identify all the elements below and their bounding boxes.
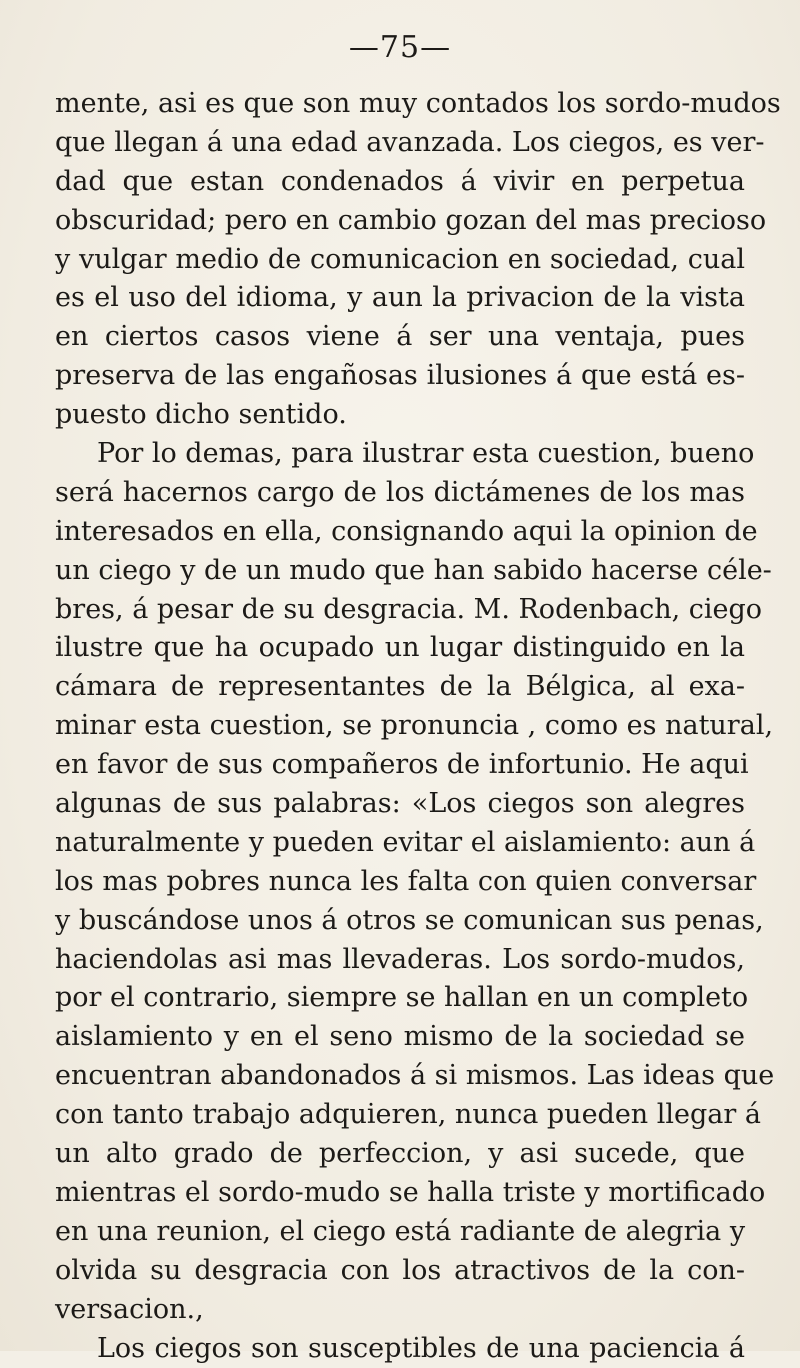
text-line: es el uso del idioma, y aun la privacion de la vista (55, 279, 745, 318)
text-line: Los ciegos son susceptibles de una paciencia á (55, 1330, 745, 1368)
text-line: ilustre que ha ocupado un lugar distinguido en la (55, 629, 745, 668)
text-line: en favor de sus compañeros de infortunio. He aqui (55, 746, 745, 785)
text-line: bres, á pesar de su desgracia. M. Rodenbach, ciego (55, 591, 745, 630)
text-line: interesados en ella, consignando aqui la opinion de (55, 513, 745, 552)
text-line: versacion., (55, 1291, 745, 1330)
text-line: algunas de sus palabras: «Los ciegos son alegres (55, 785, 745, 824)
text-line: preserva de las engañosas ilusiones á que está es- (55, 357, 745, 396)
text-line: olvida su desgracia con los atractivos de la con- (55, 1252, 745, 1291)
text-line: y vulgar medio de comunicacion en sociedad, cual (55, 241, 745, 280)
text-line: haciendolas asi mas llevaderas. Los sordo-mudos, (55, 941, 745, 980)
text-line: en ciertos casos viene á ser una ventaja, pues (55, 318, 745, 357)
text-line: cámara de representantes de la Bélgica, al exa- (55, 668, 745, 707)
text-line: y buscándose unos á otros se comunican sus penas, (55, 902, 745, 941)
text-line: un alto grado de perfeccion, y asi sucede, que (55, 1135, 745, 1174)
text-line: encuentran abandonados á si mismos. Las ideas que (55, 1057, 745, 1096)
text-line: aislamiento y en el seno mismo de la sociedad se (55, 1018, 745, 1057)
text-line: puesto dicho sentido. (55, 396, 745, 435)
page-number: —75— (0, 30, 800, 65)
text-line: minar esta cuestion, se pronuncia , como es natural, (55, 707, 745, 746)
text-line: naturalmente y pueden evitar el aislamiento: aun á (55, 824, 745, 863)
text-line: mente, asi es que son muy contados los sordo-mudos (55, 85, 745, 124)
text-line: que llegan á una edad avanzada. Los ciegos, es ver- (55, 124, 745, 163)
text-line: Por lo demas, para ilustrar esta cuestion, bueno (55, 435, 745, 474)
text-line: por el contrario, siempre se hallan en un completo (55, 979, 745, 1018)
text-line: obscuridad; pero en cambio gozan del mas precioso (55, 202, 745, 241)
text-line: los mas pobres nunca les falta con quien conversar (55, 863, 745, 902)
text-line: en una reunion, el ciego está radiante de alegria y (55, 1213, 745, 1252)
text-line: un ciego y de un mudo que han sabido hacerse céle- (55, 552, 745, 591)
text-line: con tanto trabajo adquieren, nunca pueden llegar á (55, 1096, 745, 1135)
text-line: será hacernos cargo de los dictámenes de los mas (55, 474, 745, 513)
text-line: dad que estan condenados á vivir en perpetua (55, 163, 745, 202)
body-text (55, 85, 745, 1368)
text-line: mientras el sordo-mudo se halla triste y mortificado (55, 1174, 745, 1213)
